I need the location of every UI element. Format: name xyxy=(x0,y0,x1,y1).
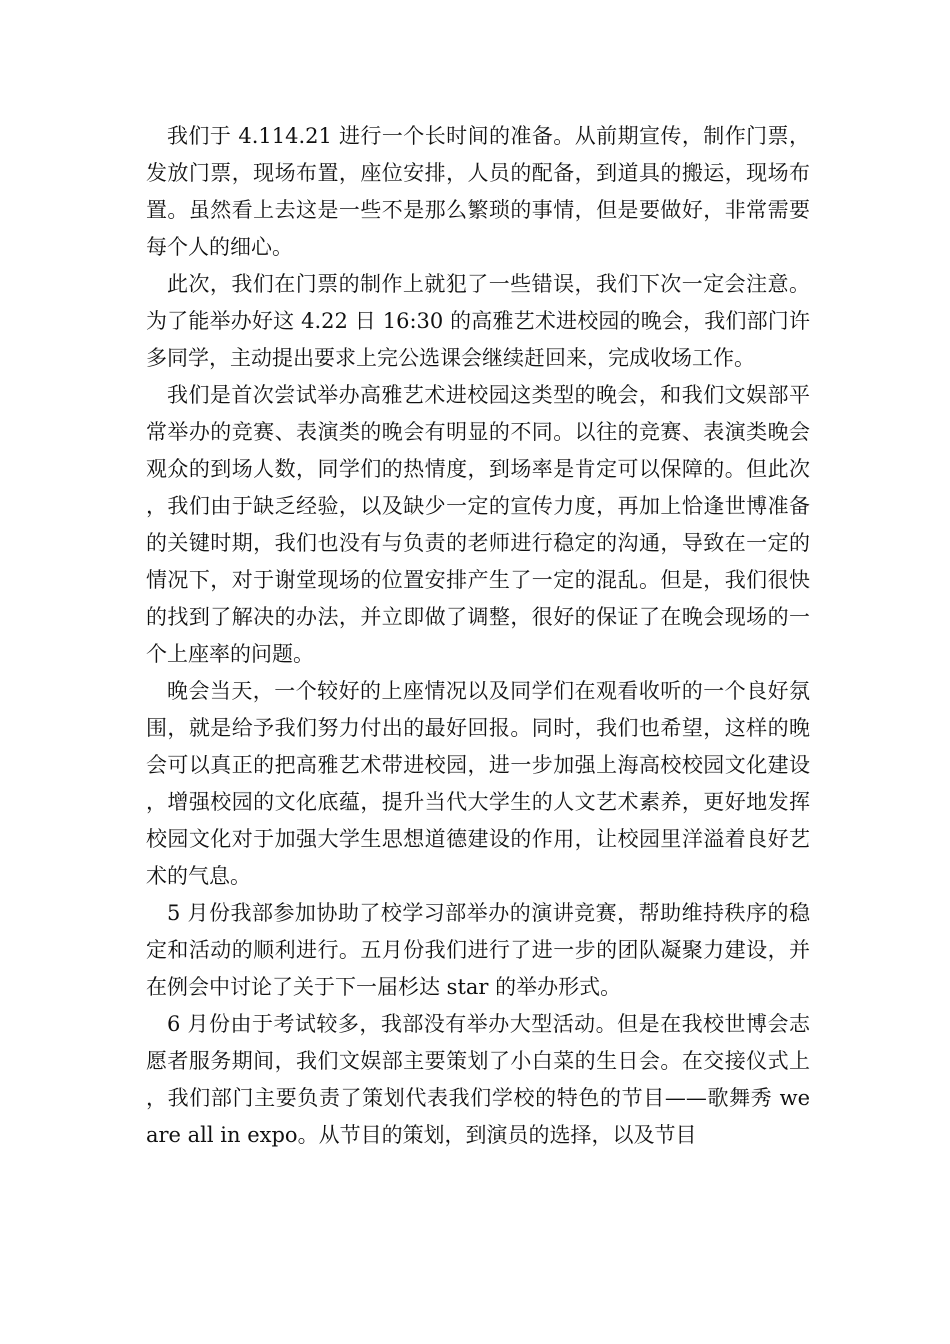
paragraph-event-day: 晚会当天，一个较好的上座情况以及同学们在观看收听的一个良好氛围，就是给予我们努力付出的最好回报。同时，我们也希望，这样的晚会可以真正的把高雅艺术带进校园，进一步加强上海高校校园文化建设，增强校园的文化底蕴，提升当代大学生的人文艺术素养，更好地发挥校园文化对于加强大学生思想道德建设的作用，让校园里洋溢着良好艺术的气息。 xyxy=(146,679,810,888)
paragraph-june: 6 月份由于考试较多，我部没有举办大型活动。但是在我校世博会志愿者服务期间，我们文娱部主要策划了小白菜的生日会。在交接仪式上，我们部门主要负责了策划代表我们学校的特色的节目——歌舞秀 we are all in expo。从节目的策划，到演员的选择，以及节目 xyxy=(146,1012,810,1147)
paragraph-may: 5 月份我部参加协助了校学习部举办的演讲竞赛，帮助维持秩序的稳定和活动的顺利进行。五月份我们进行了进一步的团队凝聚力建设，并在例会中讨论了关于下一届杉达 star 的举办形式。 xyxy=(146,901,810,999)
paragraph-ticket-errors: 此次，我们在门票的制作上就犯了一些错误，我们下次一定会注意。为了能举办好这 4.22 日 16:30 的高雅艺术进校园的晚会，我们部门许多同学，主动提出要求上完公选课会继续赶回来，完成收场工作。 xyxy=(146,272,810,370)
paragraph-preparation: 我们于 4.114.21 进行一个长时间的准备。从前期宣传，制作门票，发放门票，现场布置，座位安排，人员的配备，到道具的搬运，现场布置。虽然看上去这是一些不是那么繁琐的事情，但是要做好，非常需要每个人的细心。 xyxy=(146,124,810,259)
paragraph-first-attempt: 我们是首次尝试举办高雅艺术进校园这类型的晚会，和我们文娱部平常举办的竞赛、表演类的晚会有明显的不同。以往的竞赛、表演类晚会观众的到场人数，同学们的热情度，到场率是肯定可以保障的。但此次，我们由于缺乏经验，以及缺少一定的宣传力度，再加上恰逢世博准备的关键时期，我们也没有与负责的老师进行稳定的沟通，导致在一定的情况下，对于谢堂现场的位置安排产生了一定的混乱。但是，我们很快的找到了解决的办法，并立即做了调整，很好的保证了在晚会现场的一个上座率的问题。 xyxy=(146,383,810,666)
document-body xyxy=(146,118,810,1154)
